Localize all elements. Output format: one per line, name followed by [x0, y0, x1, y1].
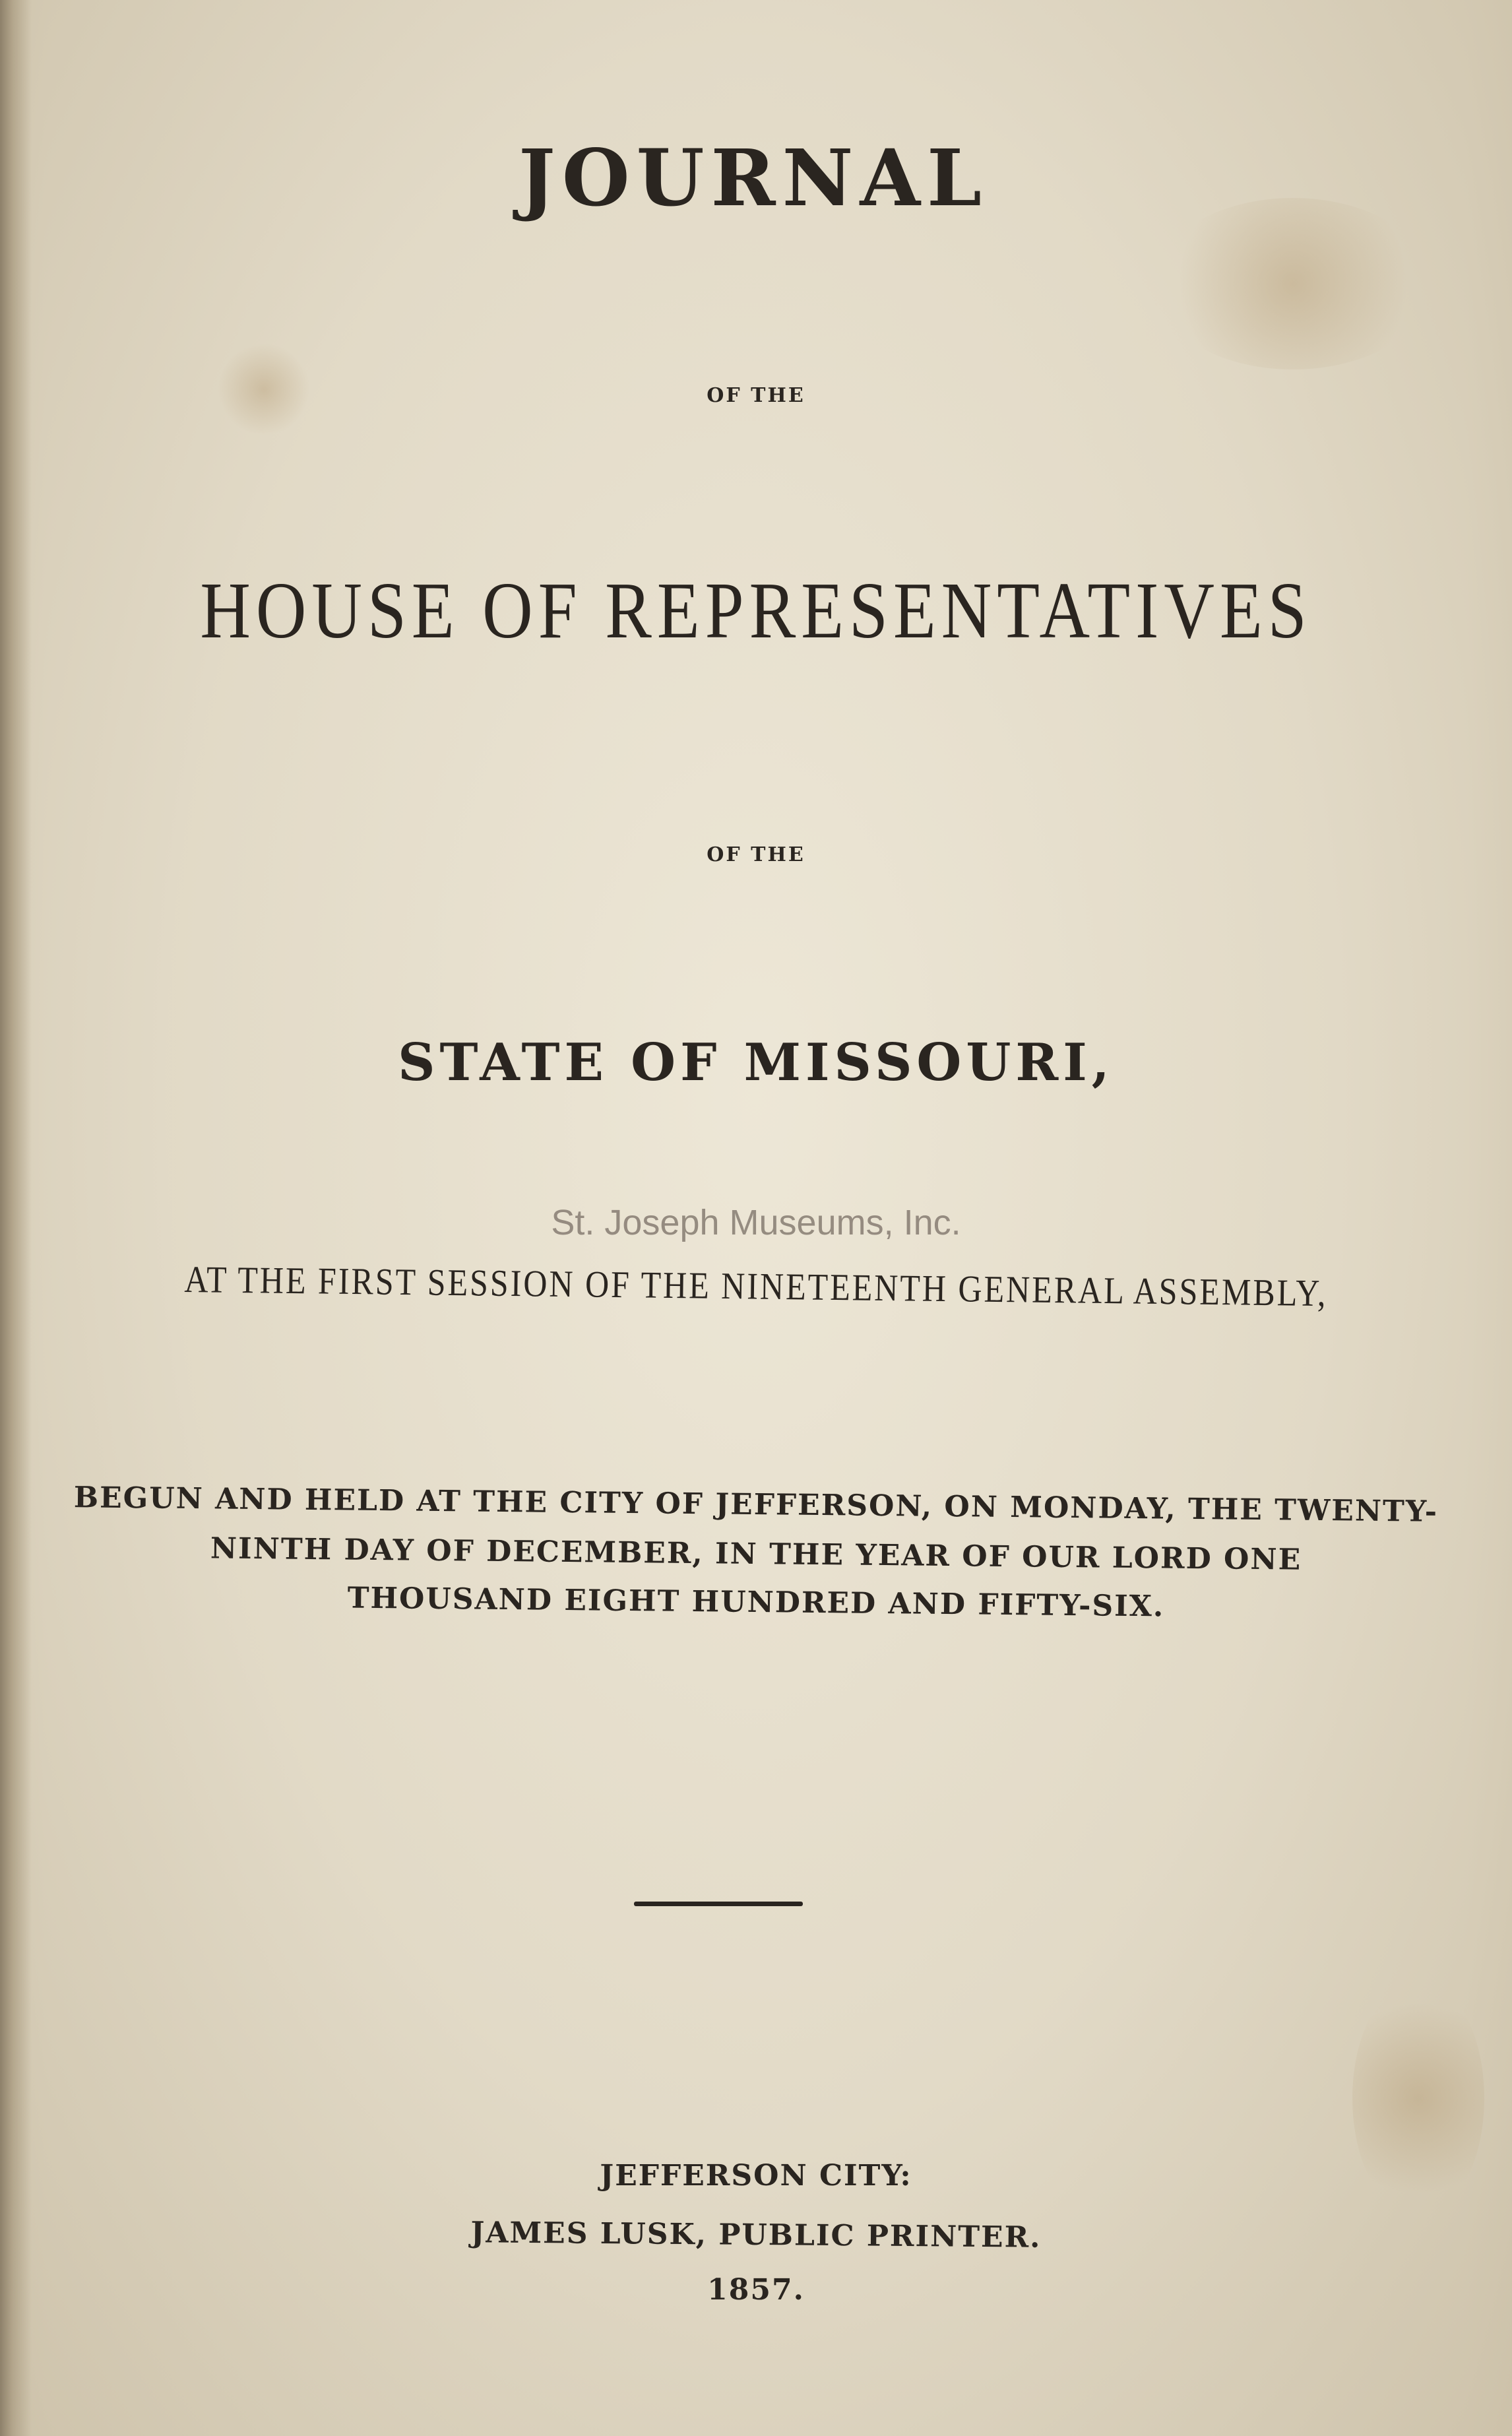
divider-rule — [634, 1902, 803, 1906]
begun-line-1: BEGUN AND HELD AT THE CITY OF JEFFERSON, ON MONDAY, THE TWENTY- — [73, 1481, 1439, 1529]
of-the-line-1: OF THE — [707, 384, 805, 407]
begun-line-3: THOUSAND EIGHT HUNDRED AND FIFTY-SIX. — [347, 1581, 1165, 1624]
title-house-of-representatives: HOUSE OF REPRESENTATIVES — [200, 566, 1312, 655]
museum-watermark: St. Joseph Museums, Inc. — [551, 1203, 961, 1242]
begun-line-2: NINTH DAY OF DECEMBER, IN THE YEAR OF OUR LORD ONE — [210, 1531, 1302, 1577]
imprint-printer: JAMES LUSK, PUBLIC PRINTER. — [470, 2216, 1042, 2255]
foxing-stain — [1154, 198, 1432, 369]
imprint-place: JEFFERSON CITY: — [600, 2159, 912, 2193]
session-line: AT THE FIRST SESSION OF THE NINETEENTH GENERAL ASSEMBLY, — [184, 1258, 1328, 1314]
title-journal: JOURNAL — [519, 132, 988, 224]
of-the-line-2: OF THE — [707, 843, 805, 866]
title-state-of-missouri: STATE OF MISSOURI, — [398, 1033, 1114, 1093]
imprint-year: 1857. — [707, 2273, 805, 2307]
